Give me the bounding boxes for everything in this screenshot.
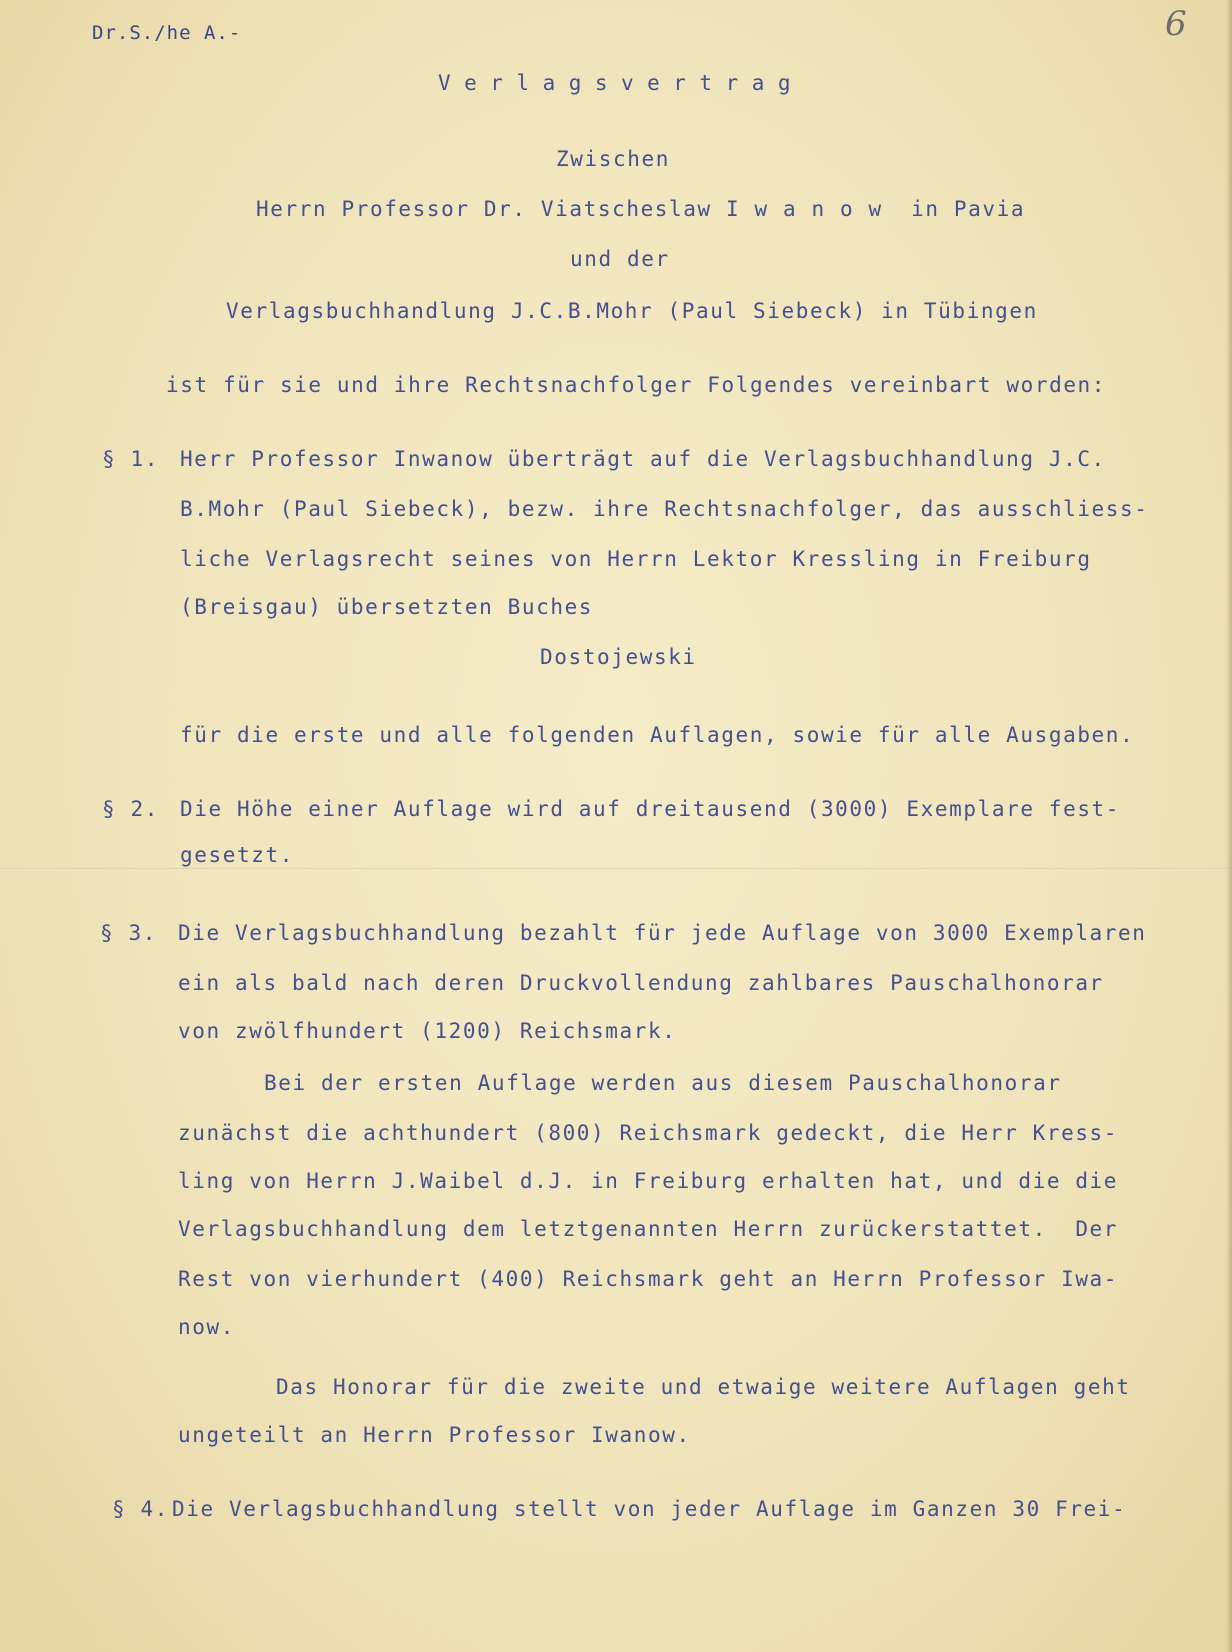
agreement-intro: ist für sie und ihre Rechtsnachfolger Folgendes vereinbart worden: [166,373,1107,397]
section-3-line: now. [178,1315,235,1339]
party-author: Herrn Professor Dr. Viatscheslaw I w a n o w in Pavia [256,197,1026,221]
section-3-line: zunächst die achthundert (800) Reichsmark gedeckt, die Herr Kress- [178,1121,1119,1145]
section-3-line: Verlagsbuchhandlung dem letztgenannten Herrn zurückerstattet. Der [178,1217,1119,1241]
section-3-line: Die Verlagsbuchhandlung bezahlt für jede Auflage von 3000 Exemplaren [178,921,1147,945]
parties-between: Zwischen [556,147,670,171]
book-title: Dostojewski [540,645,697,669]
section-4-number: § 4. [112,1497,169,1521]
section-1-line: liche Verlagsrecht seines von Herrn Lektor Kressling in Freiburg [180,547,1092,571]
section-4-line: Die Verlagsbuchhandlung stellt von jeder Auflage im Ganzen 30 Frei- [172,1497,1127,1521]
party-publisher: Verlagsbuchhandlung J.C.B.Mohr (Paul Siebeck) in Tübingen [226,299,1038,323]
section-3-line: ling von Herrn J.Waibel d.J. in Freiburg erhalten hat, und die die [178,1169,1119,1193]
paper-fold-line [0,868,1232,870]
section-3-line: Rest von vierhundert (400) Reichsmark geht an Herrn Professor Iwa- [178,1267,1119,1291]
section-1-line: B.Mohr (Paul Siebeck), bezw. ihre Rechtsnachfolger, das ausschliess- [180,497,1149,521]
section-3-line: Bei der ersten Auflage werden aus diesem Pauschalhonorar [264,1071,1062,1095]
section-3-line: ein als bald nach deren Druckvollendung zahlbares Pauschalhonorar [178,971,1104,995]
section-2-line: Die Höhe einer Auflage wird auf dreitausend (3000) Exemplare fest- [180,797,1121,821]
parties-and: und der [570,247,670,271]
document-title: Verlagsvertrag [438,71,805,95]
section-3-number: § 3. [100,921,157,945]
section-2-line: gesetzt. [180,843,294,867]
section-2-number: § 2. [102,797,159,821]
reference-mark: Dr.S./he A.- [92,22,242,44]
paper-edge [1226,0,1232,1652]
section-1-number: § 1. [102,447,159,471]
page-number: 6 [1165,4,1187,44]
section-3-line: ungeteilt an Herrn Professor Iwanow. [178,1423,691,1447]
section-1-line: für die erste und alle folgenden Auflagen, sowie für alle Ausgaben. [180,723,1135,747]
section-1-line: (Breisgau) übersetzten Buches [180,595,594,619]
section-3-line: von zwölfhundert (1200) Reichsmark. [178,1019,677,1043]
section-3-line: Das Honorar für die zweite und etwaige weitere Auflagen geht [276,1375,1131,1399]
section-1-line: Herr Professor Inwanow überträgt auf die Verlagsbuchhandlung J.C. [180,447,1106,471]
